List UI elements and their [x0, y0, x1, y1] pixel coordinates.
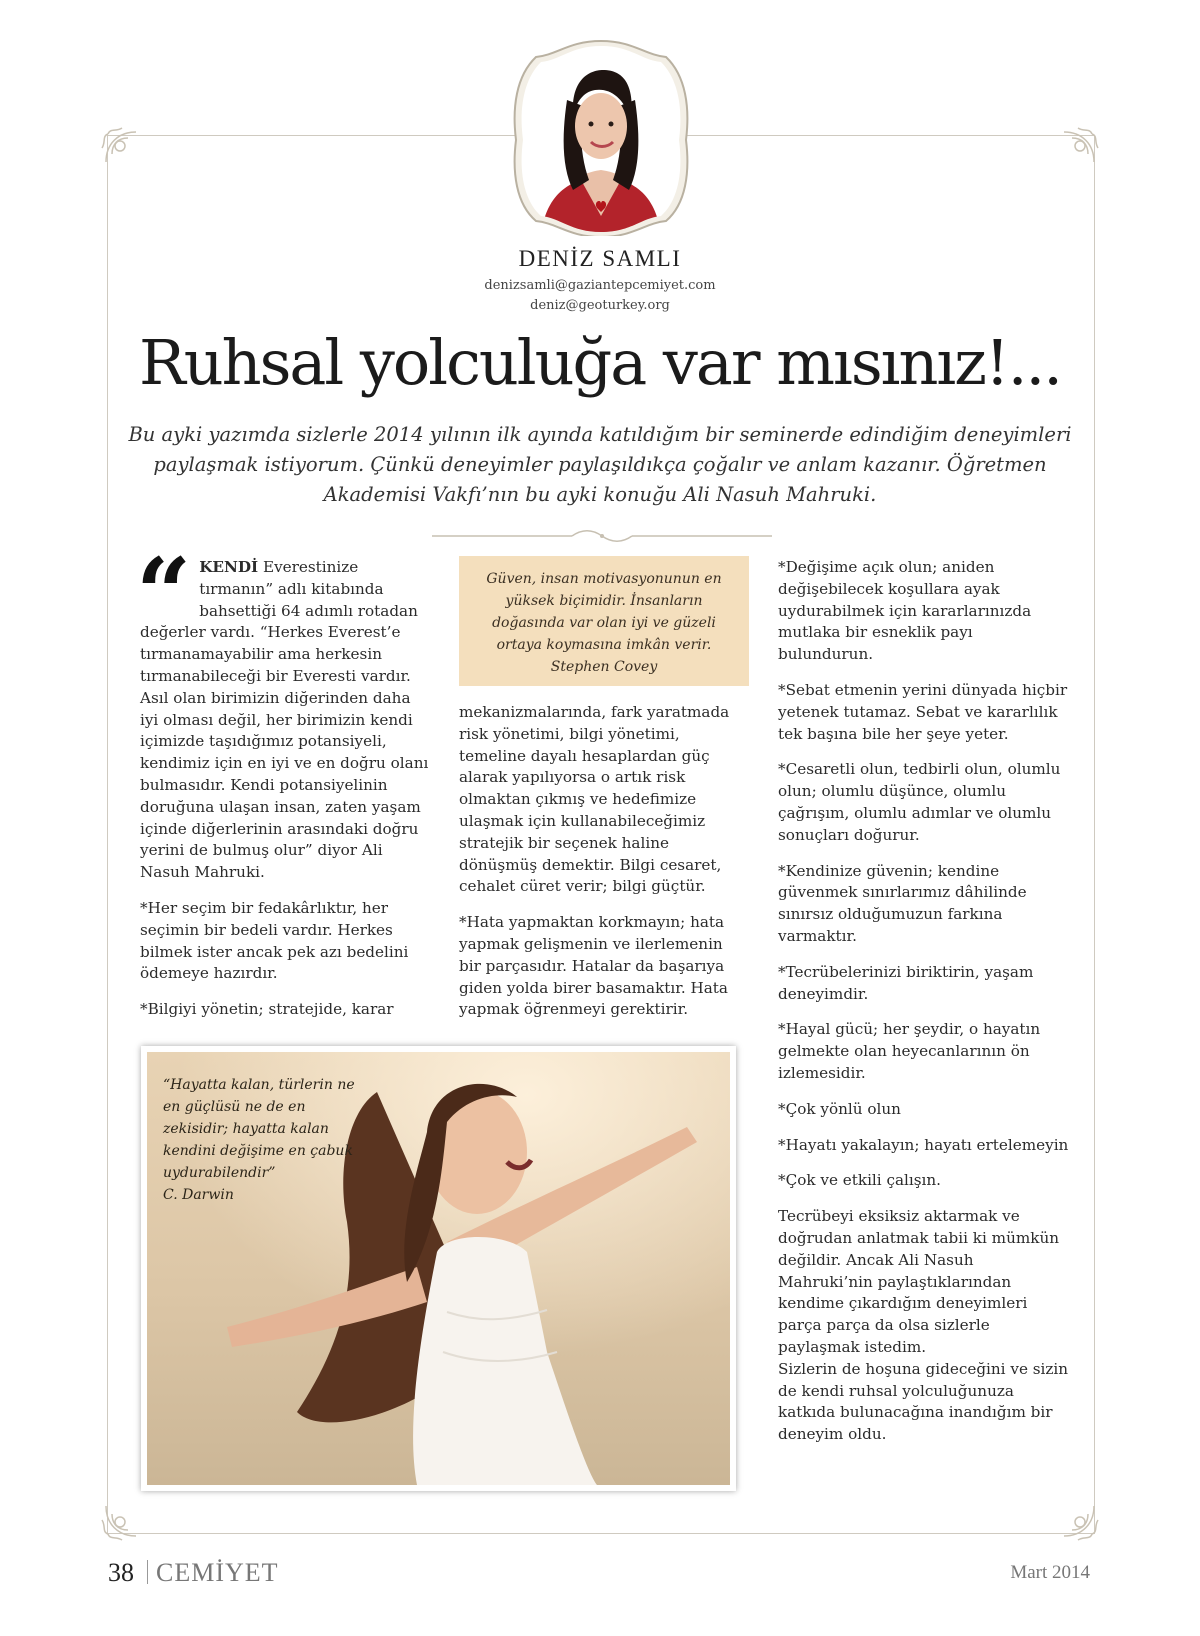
body-paragraph: *Çok yönlü olun	[778, 1099, 901, 1118]
opening-quote-mark: “	[136, 537, 192, 650]
body-paragraph: *Cesaretli olun, tedbirli olun, olumlu olun; olumlu düşünce, olumlu çağrışım, olumlu adımlar ve olumlu sonuçları doğurur.	[778, 760, 1061, 844]
body-paragraph: *Kendinize güvenin; kendine güvenmek sınırlarımız dâhilinde sınırsız olduğumuzun farkına varmaktır.	[778, 861, 1027, 945]
closing-paragraph-2: Sizlerin de hoşuna gideceğini ve sizin de kendi ruhsal yolculuğunuza katkıda bulunacağına inandığım bir deneyim oldu.	[778, 1359, 1069, 1444]
body-paragraph: *Her seçim bir fedakârlıktır, her seçimin bir bedeli vardır. Herkes bilmek ister ancak pek azı bedelini ödemeye hazırdır.	[140, 898, 409, 983]
opening-paragraph	[136, 537, 430, 884]
author-email-link[interactable]: denizsamli@gaziantepcemiyet.com	[484, 278, 716, 293]
corner-ornament-bottom-right	[1056, 1498, 1102, 1544]
magazine-name: CEMİYET	[156, 1558, 279, 1587]
author-email-link-2[interactable]: deniz@geoturkey.org	[530, 298, 670, 313]
article-column-1	[136, 537, 430, 1035]
section-divider	[432, 528, 772, 542]
article-lead: Bu ayki yazımda sizlerle 2014 yılının ilk ayında katıldığım bir seminerde edindiğim deneyimleri paylaşmak istiyorum. Çünkü deneyimler paylaşıldıkça çoğalır ve anlam kazanır. Öğretmen Akademisi Vakfı’nın bu ayki konuğu Ali Nasuh Mahruki.	[128, 423, 1072, 506]
article-column-3	[778, 557, 1072, 1460]
footer-separator	[147, 1560, 148, 1584]
body-paragraph: mekanizmalarında, fark yaratmada risk yönetimi, bilgi yönetimi, temeline dayalı hesaplardan güç alarak yapılıyorsa o artık risk olmaktan çıkmış ve hedefimize ulaşmak için kullanabileceğimiz stratejik bir seçenek haline dönüşmüş demektir. Bilgi cesaret, cehalet cüret verir; bilgi güçtür.	[459, 703, 730, 896]
page-number: 38	[108, 1558, 134, 1587]
corner-ornament-bottom-left	[98, 1498, 144, 1544]
pull-quote-text: Güven, insan motivasyonunun en yüksek biçimidir. İnsanların doğasında var olan iyi ve güzeli ortaya koymasına imkân verir.	[486, 571, 722, 653]
issue-date: Mart 2014	[1010, 1562, 1090, 1583]
body-paragraph: *Değişime açık olun; aniden değişebilecek koşullara ayak uydurabilmek için kararlarınızda mutlaka bir esneklik payı bulundurun.	[778, 558, 1032, 664]
author-name: DENİZ SAMLI	[518, 246, 682, 271]
pull-quote-attribution: Stephen Covey	[550, 659, 658, 675]
corner-ornament-top-right	[1056, 124, 1102, 170]
feature-photo	[141, 1046, 736, 1491]
article-title: Ruhsal yolculuğa var mısınız!...	[139, 326, 1061, 399]
closing-paragraph: Tecrübeyi eksiksiz aktarmak ve doğrudan anlatmak tabii ki mümkün değildir. Ancak Ali Nasuh Mahruki’nin paylaştıklarından kendime çıkardığım deneyimleri parça parça da olsa sizlerle paylaşmak istedim.	[778, 1207, 1060, 1356]
body-paragraph: *Bilgiyi yönetin; stratejide, karar	[140, 1000, 394, 1019]
body-paragraph: *Hata yapmaktan korkmayın; hata yapmak gelişmenin ve ilerlemenin bir parçasıdır. Hatalar da başarıya giden yolda birer basamaktır. Hata yapmak öğrenmeyi gerektirir.	[459, 913, 728, 1019]
photo-quote	[163, 1074, 363, 1206]
body-paragraph: *Hayal gücü; her şeydir, o hayatın gelmekte olan heyecanlarının ön izlemesidir.	[778, 1020, 1041, 1082]
pull-quote	[459, 556, 749, 686]
author-portrait	[511, 40, 691, 236]
body-paragraph: *Hayatı yakalayın; hayatı ertelemeyin	[778, 1135, 1069, 1154]
photo-quote-text: “Hayatta kalan, türlerin ne en güçlüsü ne de en zekisidir; hayatta kalan kendini değişime en çabuk uydurabilendir”	[163, 1077, 355, 1181]
opening-paragraph-text: Everestinize tırmanın” adlı kitabında bahsettiği 64 adımlı rotadan değerler vardı. “Herkes Everest’e tırmanamayabilir ama herkesin tırmanabileceği bir Everesti vardır. Asıl olan birimizin diğerinden daha iyi olması değil, her birimizin kendi içimizde taşıdığımız potansiyeli, kendimiz için en iyi ve en doğru olanı bulmasıdır. Kendi potansiyelinin doruğuna ulaşan insan, zaten yaşam içinde diğerlerinin arasındaki doğru yerini de bulmuş olur” diyor Ali Nasuh Mahruki.	[140, 558, 429, 882]
body-paragraph: *Çok ve etkili çalışın.	[778, 1171, 942, 1190]
corner-ornament-top-left	[98, 124, 144, 170]
body-paragraph: *Tecrübelerinizi biriktirin, yaşam deneyimdir.	[778, 962, 1034, 1003]
body-paragraph: *Sebat etmenin yerini dünyada hiçbir yetenek tutamaz. Sebat ve kararlılık tek başına bile her şeye yeter.	[778, 680, 1068, 743]
article-column-2	[459, 702, 749, 1035]
opening-word: KENDİ	[199, 558, 259, 576]
photo-quote-attribution: C. Darwin	[163, 1187, 234, 1203]
